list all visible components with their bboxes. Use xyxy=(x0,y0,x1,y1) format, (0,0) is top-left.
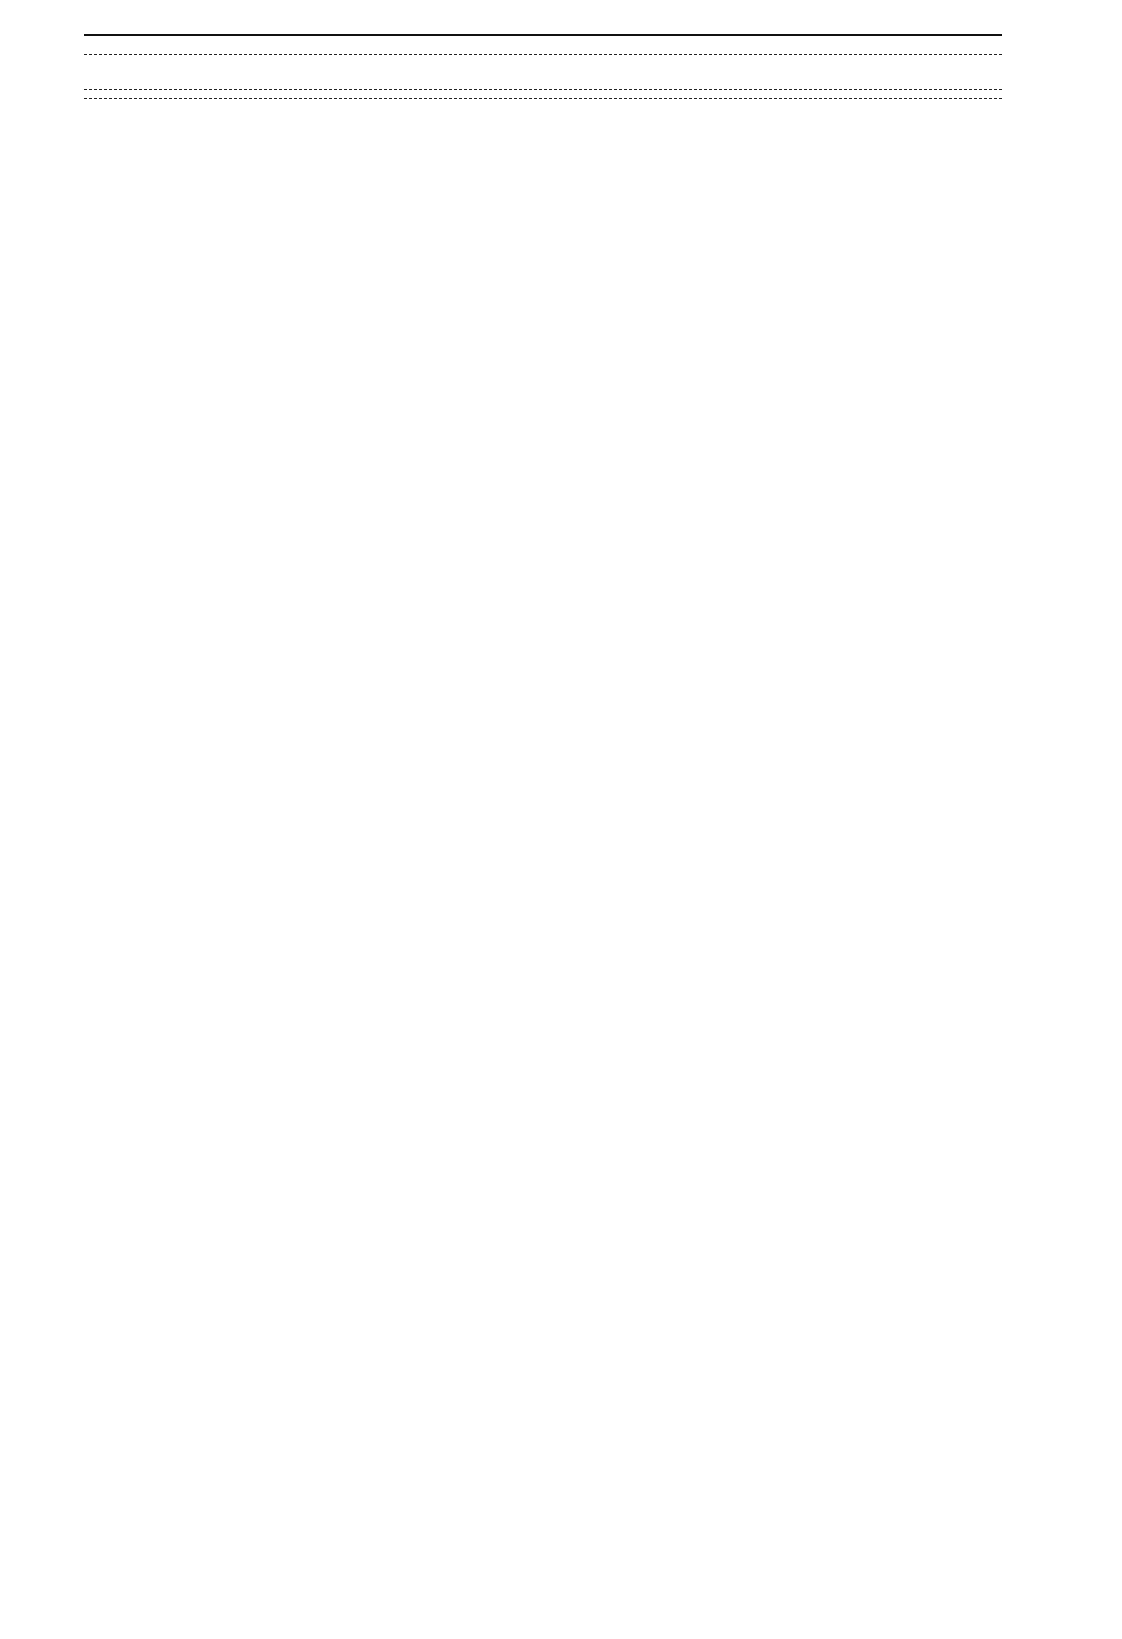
table-bottom-rule xyxy=(84,98,1002,99)
page xyxy=(84,30,1002,125)
table-top-rule xyxy=(84,54,1002,55)
table-header-rule xyxy=(84,89,1002,90)
col-header-groups xyxy=(350,63,1002,83)
col-header-plants xyxy=(84,63,350,83)
table-header xyxy=(84,63,1002,83)
header-rule xyxy=(84,34,1002,36)
